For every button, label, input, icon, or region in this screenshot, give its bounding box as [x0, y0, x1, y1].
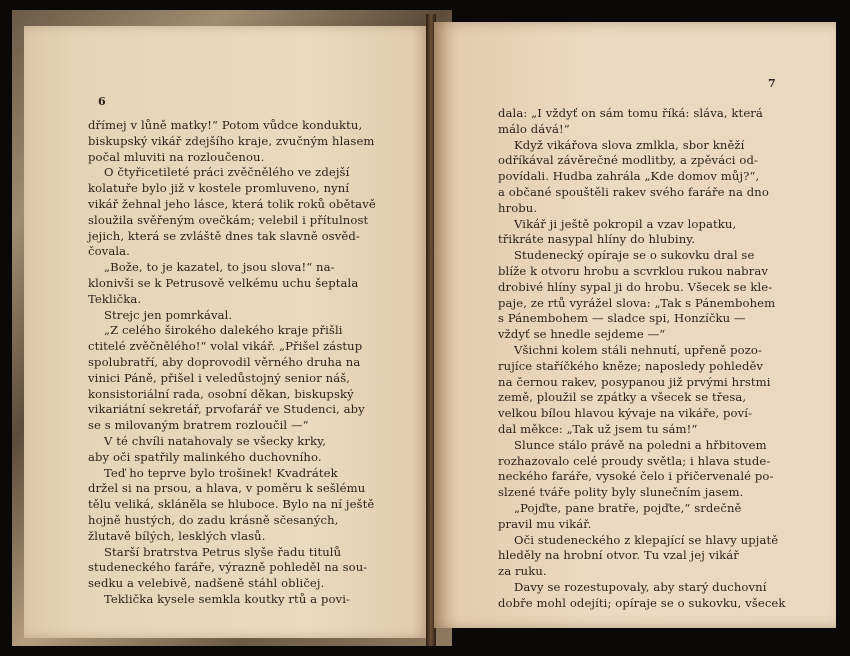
text-line: konsistoriální rada, osobní děkan, biskupský: [88, 386, 354, 401]
text-line: jejich, která se zvláště dnes tak slavně osvěd-: [88, 228, 360, 243]
right-page: [434, 22, 836, 628]
text-line: odříkával závěrečné modlitby, a zpěváci od-: [498, 153, 759, 168]
text-line: povídali. Hudba zahrála „Kde domov můj?“,: [498, 169, 760, 184]
left-page: [24, 26, 432, 638]
text-line: hojně hustých, do zadu krásně sčesaných,: [88, 512, 339, 527]
text-line: rujíce staříčkého kněze; naposledy pohleděv: [498, 358, 764, 373]
text-line: Studenecký opíraje se o sukovku dral se: [514, 248, 755, 263]
text-line: biskupský vikář zdejšího kraje, zvučným hlasem: [88, 133, 375, 148]
text-line: se s milovaným bratrem rozloučil —“: [88, 418, 309, 433]
page-number-right: 7: [768, 77, 776, 90]
text-line: „Pojďte, pane bratře, pojďte,“ srdečně: [514, 500, 742, 515]
text-line: Slunce stálo právě na poledni a hřbitovem: [514, 437, 767, 452]
text-line: vikariátní sekretář, prvofarář ve Studenci, aby: [88, 402, 365, 417]
page-number-left: 6: [98, 95, 106, 108]
text-line: země, ploužil se zpátky a všecek se třesa,: [498, 390, 747, 405]
text-line: sedku a velebivě, nadšeně stáhl obličej.: [88, 576, 325, 591]
text-line: Davy se rozestupovaly, aby starý duchovní: [514, 579, 767, 594]
right-page-text: [498, 106, 792, 612]
text-line: ctitelé zvěčnělého!“ volal vikář. „Přišel zástup: [88, 339, 363, 354]
text-line: za ruku.: [498, 564, 547, 579]
text-line: pravil mu vikář.: [498, 516, 592, 531]
text-line: paje, ze rtů vyrážel slova: „Tak s Pánembohem: [498, 295, 776, 310]
text-line: aby oči spatřily malinkého duchovního.: [88, 449, 322, 464]
text-line: blíže k otvoru hrobu a scvrklou rukou nabrav: [498, 263, 768, 278]
text-line: dřímej v lůně matky!“ Potom vůdce konduktu,: [88, 118, 363, 132]
text-line: studeneckého faráře, výrazně pohleděl na sou-: [88, 560, 368, 575]
text-line: tělu veliká, skláněla se hluboce. Bylo na ní ještě: [88, 497, 375, 512]
text-line: Když vikářova slova zmlkla, sbor kněží: [514, 137, 745, 152]
text-line: hleděly na hrobní otvor. Tu vzal jej vikář: [498, 548, 739, 563]
text-line: dobře mohl odejíti; opíraje se o sukovku, všecek: [498, 595, 786, 610]
text-line: vždyť se hnedle sejdeme —“: [498, 327, 666, 342]
left-page-text: [88, 118, 394, 608]
text-line: drobivé hlíny sypal ji do hrobu. Všecek se kle-: [498, 279, 773, 294]
text-line: dal měkce: „Tak už jsem tu sám!“: [498, 421, 698, 436]
text-line: „Z celého širokého dalekého kraje přišli: [104, 323, 343, 338]
text-line: „Bože, to je kazatel, to jsou slova!“ na-: [104, 260, 335, 275]
text-line: O čtyřicetileté práci zvěčnělého ve zdejší: [104, 165, 350, 180]
text-line: počal mluviti na rozloučenou.: [88, 149, 265, 164]
text-line: čovala.: [88, 244, 130, 259]
text-line: Vikář ji ještě pokropil a vzav lopatku,: [514, 216, 737, 231]
text-line: třikráte nasypal hlíny do hlubiny.: [498, 232, 696, 247]
text-line: Strejc jen pomrkával.: [104, 307, 233, 322]
text-line: a občané spouštěli rakev svého faráře na dno: [498, 184, 769, 199]
text-line: žlutavě bílých, lesklých vlasů.: [88, 528, 266, 543]
text-line: hrobu.: [498, 200, 538, 215]
text-line: s Pánembohem — sladce spi, Honzíčku —: [498, 311, 746, 326]
text-line: slzené tváře polity byly slunečním jasem.: [498, 485, 744, 500]
text-line: neckého faráře, vysoké čelo i přičervenalé po-: [498, 469, 774, 484]
text-line: málo dává!“: [498, 121, 570, 136]
text-line: velkou bílou hlavou kývaje na vikáře, poví-: [498, 406, 753, 421]
text-line: vikář žehnal jeho lásce, která tolik roků obětavě: [88, 196, 376, 211]
text-line: spolubratří, aby doprovodil věrného druha na: [88, 354, 361, 369]
text-line: Starší bratrstva Petrus slyše řadu titulů: [104, 544, 342, 559]
text-line: na černou rakev, posypanou již prvými hrstmi: [498, 374, 771, 389]
text-line: V té chvíli natahovaly se všecky krky,: [104, 433, 327, 448]
text-line: kolatuře bylo již v kostele promluveno, nyní: [88, 181, 350, 196]
text-line: Oči studeneckého z klepající se hlavy upjatě: [514, 532, 779, 547]
text-line: Teklička kysele semkla koutky rtů a povi-: [104, 591, 351, 606]
text-line: držel si na prsou, a hlava, v poměru k sešlému: [88, 481, 366, 496]
text-line: sloužila svěřeným ovečkám; velebil i přítulnost: [88, 212, 369, 227]
text-line: vinici Páně, přišel i veledůstojný senior náš,: [88, 370, 351, 385]
text-line: Všichni kolem stáli nehnutí, upřeně pozo-: [514, 342, 763, 357]
text-line: klonivši se k Petrusově velkému uchu šeptala: [88, 275, 359, 290]
text-line: Teď ho teprve bylo trošinek! Kvadrátek: [104, 465, 338, 480]
text-line: rozhazovalo celé proudy světla; i hlava stude-: [498, 453, 771, 468]
text-line: Teklička.: [88, 291, 142, 306]
text-line: dala: „I vždyť on sám tomu říká: sláva, která: [498, 106, 763, 120]
